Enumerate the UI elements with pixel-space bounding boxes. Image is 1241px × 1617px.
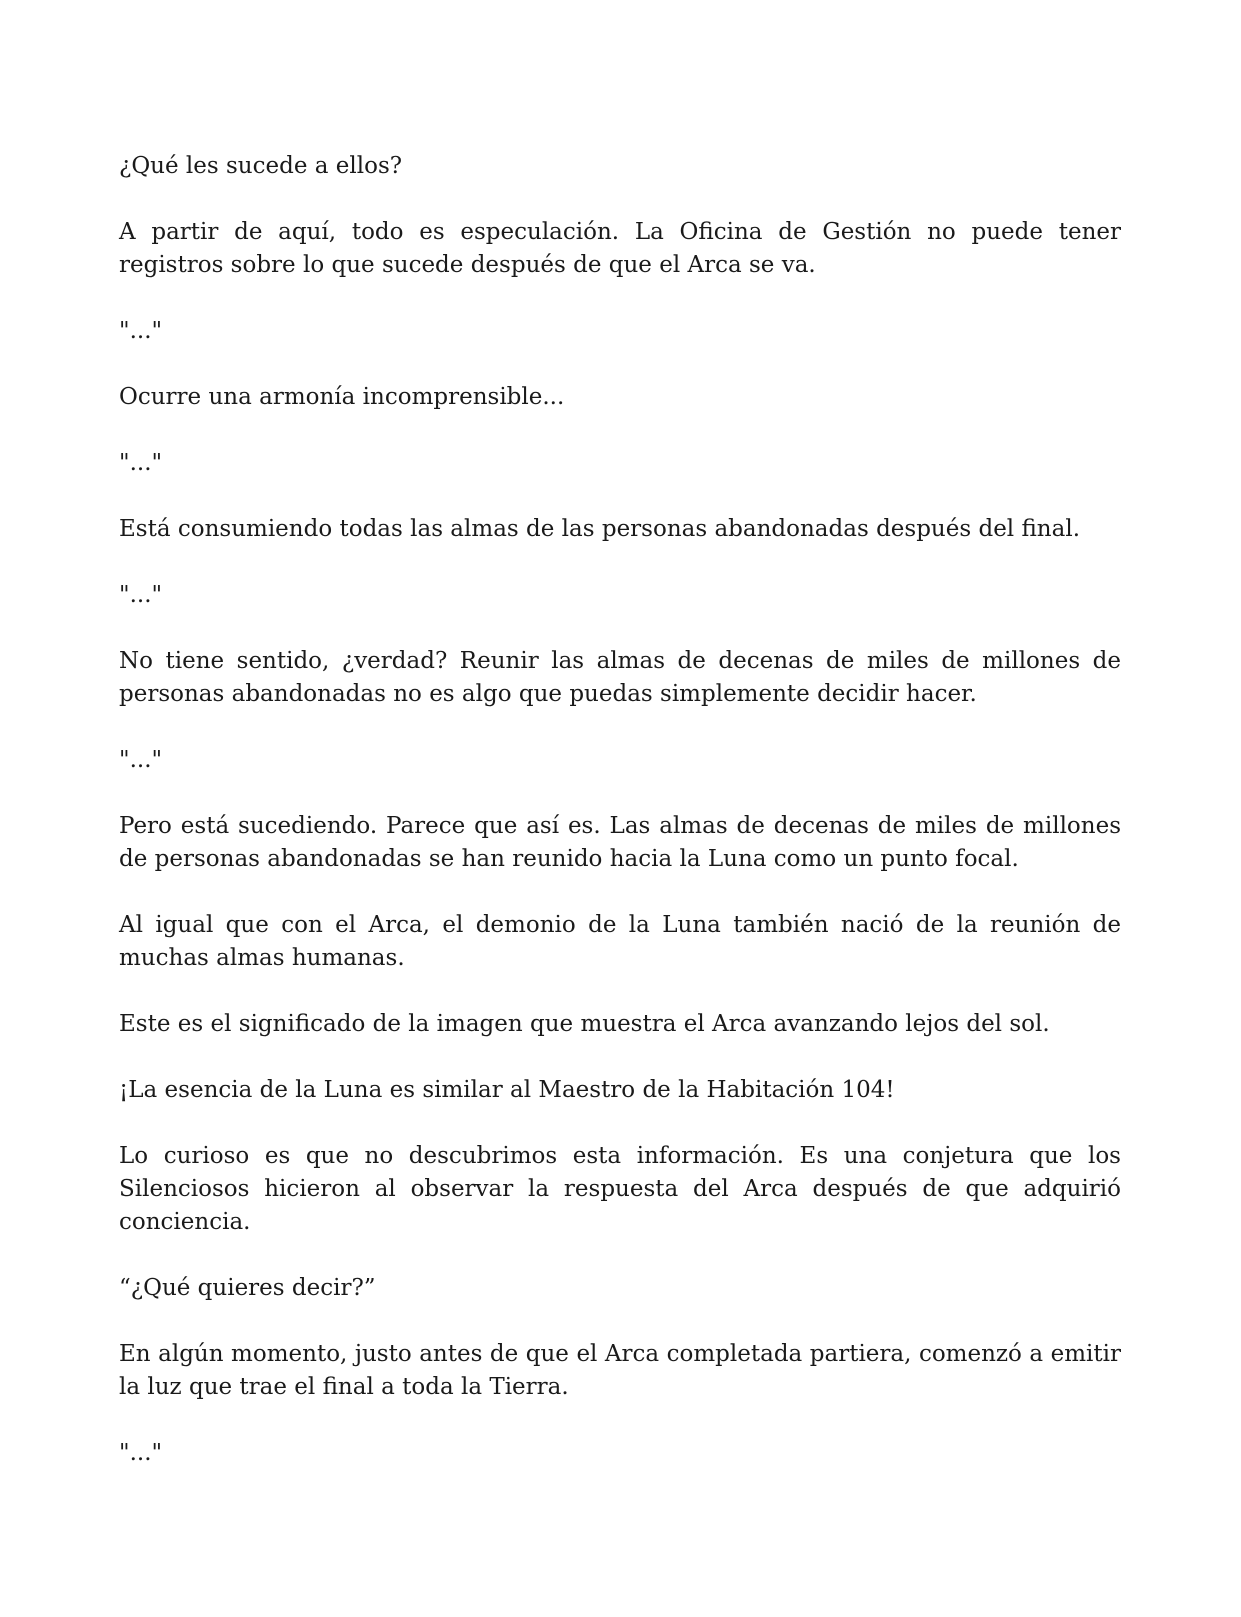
paragraph: Está consumiendo todas las almas de las personas abandonadas después del final. [119,516,1081,542]
dialogue-line: “¿Qué quieres decir?” [119,1275,376,1301]
ellipsis-line: "..." [119,318,163,344]
ellipsis-line: "..." [119,747,163,773]
paragraph: Ocurre una armonía incomprensible... [119,384,565,410]
paragraph: Al igual que con el Arca, el demonio de la Luna también nació de la reunión de muchas almas humanas. [119,912,1121,971]
ellipsis-line: "..." [119,1440,163,1466]
paragraph: Pero está sucediendo. Parece que así es. Las almas de decenas de miles de millones de personas abandonadas se han reunido hacia la Luna como un punto focal. [119,813,1121,872]
paragraph: Este es el significado de la imagen que muestra el Arca avanzando lejos del sol. [119,1011,1050,1037]
ellipsis-line: "..." [119,582,163,608]
paragraph: En algún momento, justo antes de que el Arca completada partiera, comenzó a emitir la luz que trae el final a toda la Tierra. [119,1341,1121,1400]
paragraph: No tiene sentido, ¿verdad? Reunir las almas de decenas de miles de millones de personas abandonadas no es algo que puedas simplemente decidir hacer. [119,648,1121,707]
paragraph: ¿Qué les sucede a ellos? [119,153,403,179]
paragraph: Lo curioso es que no descubrimos esta información. Es una conjetura que los Silenciosos hicieron al observar la respuesta del Arca después de que adquirió conciencia. [119,1143,1121,1235]
ellipsis-line: "..." [119,450,163,476]
document-body [119,150,1121,1503]
paragraph: A partir de aquí, todo es especulación. La Oficina de Gestión no puede tener registros sobre lo que sucede después de que el Arca se va. [119,219,1121,278]
paragraph: ¡La esencia de la Luna es similar al Maestro de la Habitación 104! [119,1077,895,1103]
